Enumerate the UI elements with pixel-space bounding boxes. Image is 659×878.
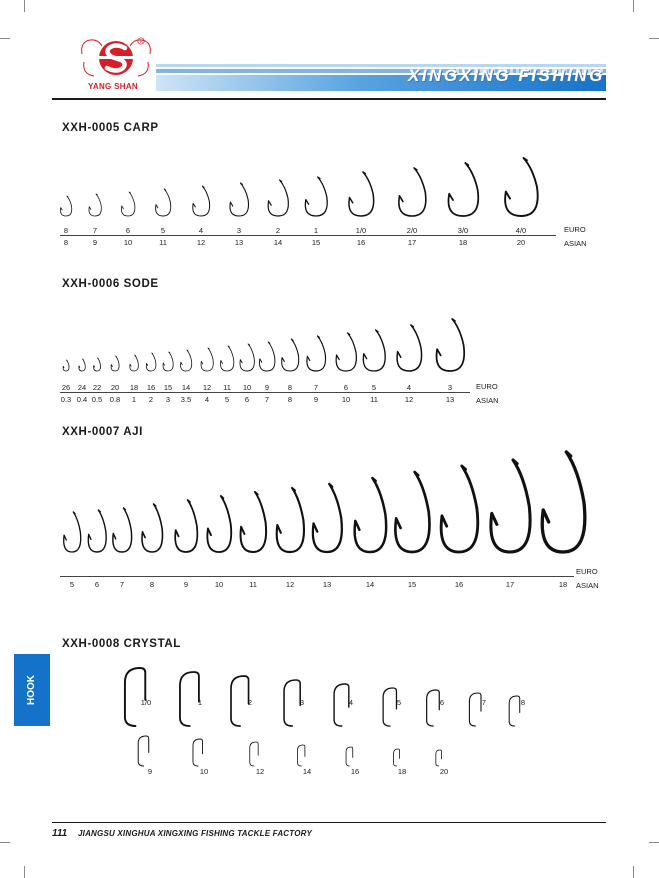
crystal-hook [334,684,349,726]
sode-euro-size: 5 [371,383,377,392]
sode-asian-size: 10 [341,395,351,404]
aji-hook [88,510,106,552]
aji-asian-label: ASIAN [576,581,599,590]
carp-hook [61,196,72,216]
carp-euro-size: 2/0 [406,226,418,235]
sode-asian-label: ASIAN [476,396,499,405]
aji-hook [64,512,81,552]
sode-asian-size: 2 [148,395,154,404]
carp-euro-label: EURO [564,225,586,234]
sode-hook [221,346,234,371]
crystal-hook [231,676,249,726]
sode-hook [146,353,156,371]
aji-hook [355,478,387,552]
sode-asian-size: 8 [287,395,293,404]
crystal-bottom-size: 12 [255,767,265,776]
section-title-carp: XXH-0005 CARP [62,122,159,134]
sode-hook [240,344,254,371]
crystal-top-size: 8 [520,698,526,707]
carp-asian-label: ASIAN [564,239,587,248]
svg-text:R: R [139,39,143,44]
sode-hook [201,348,213,371]
crystal-top-size: 2 [247,698,253,707]
sode-asian-size: 6 [244,395,250,404]
sode-asian-size: 7 [264,395,270,404]
crystal-hook [509,696,520,726]
crystal-hook [180,672,199,726]
sode-euro-size: 3 [447,383,453,392]
sode-euro-size: 20 [110,383,120,392]
sode-euro-size: 11 [223,383,231,392]
crystal-hook [469,693,481,726]
sode-asian-size: 9 [313,395,319,404]
sode-hook [282,339,299,371]
crystal-top-size: 1 [197,698,203,707]
carp-row-separator [60,235,556,236]
aji-asian-size: 15 [407,580,417,589]
aji-asian-size: 5 [69,580,75,589]
sode-euro-size: 10 [242,383,252,392]
aji-asian-size: 14 [365,580,375,589]
carp-hook [399,168,426,216]
sode-hook [307,336,326,371]
crystal-hook [193,739,202,766]
side-tab-label: HOOK [26,675,37,705]
aji-hook [241,492,267,552]
sode-euro-size: 18 [129,383,139,392]
sode-euro-label: EURO [476,382,498,391]
carp-hook [193,186,210,216]
carp-hook [89,194,101,216]
carp-euro-size: 3 [236,226,242,235]
carp-asian-size: 8 [63,238,69,247]
sode-euro-size: 4 [406,383,412,392]
sode-hook [436,319,464,371]
sode-hook [259,342,274,371]
carp-asian-size: 13 [234,238,244,247]
crystal-hook [284,680,300,726]
sode-euro-size: 24 [77,383,87,392]
sode-euro-size: 22 [92,383,102,392]
carp-euro-size: 2 [275,226,281,235]
carp-hook [121,192,134,216]
sode-euro-size: 14 [181,383,191,392]
aji-asian-size: 6 [94,580,100,589]
aji-euro-label: EURO [576,567,598,576]
sode-euro-size: 12 [202,383,212,392]
carp-euro-size: 4 [198,226,204,235]
crystal-hook [298,745,305,766]
aji-hook [175,500,197,552]
carp-asian-size: 20 [516,238,526,247]
aji-asian-size: 18 [558,580,568,589]
sode-hook [111,356,119,371]
crystal-top-size: 4 [348,698,354,707]
sode-asian-size: 3 [165,395,171,404]
sode-asian-size: 13 [445,395,455,404]
carp-euro-size: 1/0 [355,226,367,235]
crystal-bottom-size: 14 [302,767,312,776]
brand-title: XINGXING FISHING [408,66,605,85]
sode-euro-size: 15 [163,383,173,392]
carp-asian-size: 14 [273,238,283,247]
sode-hook [163,352,173,371]
carp-asian-size: 16 [356,238,366,247]
carp-euro-size: 3/0 [457,226,469,235]
aji-asian-size: 12 [285,580,295,589]
sode-hook [363,330,385,371]
aji-asian-size: 11 [249,580,257,589]
crystal-top-size: 1/0 [140,698,152,707]
aji-hook [491,460,530,552]
section-title-aji: XXH-0007 AJI [62,426,143,438]
sode-euro-size: 7 [313,383,319,392]
carp-euro-size: 5 [160,226,166,235]
sode-row-separator [60,392,470,393]
sode-hook [397,325,422,371]
sode-asian-size: 3.5 [180,395,192,404]
crystal-bottom-size: 20 [439,767,449,776]
aji-asian-size: 9 [183,580,189,589]
carp-hook [305,177,327,216]
logo-text: YANG SHAN [88,82,138,91]
aji-hook [542,452,585,552]
carp-hook [505,158,538,216]
carp-euro-size: 8 [63,226,69,235]
carp-euro-size: 1 [313,226,319,235]
sode-asian-size: 0.5 [91,395,103,404]
aji-hook [207,496,231,552]
carp-euro-size: 7 [92,226,98,235]
sode-asian-size: 1 [131,395,137,404]
aji-asian-size: 7 [119,580,125,589]
carp-hook [448,163,478,216]
sode-asian-size: 0.4 [76,395,88,404]
sode-hook [79,359,85,371]
carp-hook [268,180,288,216]
carp-asian-size: 10 [123,238,133,247]
carp-asian-size: 15 [311,238,321,247]
carp-hook [230,183,249,216]
sode-asian-size: 0.3 [60,395,72,404]
sode-euro-size: 16 [146,383,156,392]
crystal-bottom-size: 16 [350,767,360,776]
aji-asian-size: 16 [454,580,464,589]
carp-asian-size: 18 [458,238,468,247]
aji-hook [313,484,342,552]
sode-euro-size: 26 [61,383,71,392]
footer-company: JIANGSU XINGHUA XINGXING FISHING TACKLE FACTORY [78,829,313,838]
crystal-top-size: 6 [439,698,445,707]
section-title-crystal: XXH-0008 CRYSTAL [62,638,181,650]
crystal-hook [427,690,440,726]
sode-asian-size: 11 [370,395,378,404]
crystal-hook [436,750,442,766]
aji-hook [142,504,162,552]
aji-hook [441,466,478,552]
footer-rule [52,822,606,823]
sode-euro-size: 8 [287,383,293,392]
carp-asian-size: 12 [196,238,206,247]
sode-asian-size: 12 [404,395,414,404]
crystal-top-size: 5 [396,698,402,707]
aji-hook [395,472,429,552]
carp-asian-size: 11 [159,238,167,247]
aji-hook [277,488,304,552]
crystal-top-size: 7 [481,698,487,707]
sode-hook [336,333,356,371]
crystal-bottom-size: 18 [397,767,407,776]
crystal-hook [394,749,400,766]
aji-asian-size: 8 [149,580,155,589]
sode-asian-size: 0.8 [109,395,121,404]
sode-hook [94,358,101,371]
aji-asian-size: 10 [214,580,224,589]
carp-hook [349,172,374,216]
carp-euro-size: 6 [125,226,131,235]
side-tab-hook [14,654,50,726]
carp-asian-size: 9 [92,238,98,247]
sode-asian-size: 4 [204,395,210,404]
sode-hook [130,355,139,371]
section-title-sode: XXH-0006 SODE [62,278,159,290]
sode-euro-size: 6 [343,383,349,392]
aji-asian-size: 13 [322,580,332,589]
crystal-hook [138,736,149,766]
crystal-hook [346,747,353,766]
page-number: 111 [52,828,68,839]
crystal-hook [125,668,145,726]
aji-hook [113,508,132,552]
sode-euro-size: 9 [264,383,270,392]
carp-hook [156,189,171,216]
aji-asian-size: 17 [505,580,515,589]
crystal-bottom-size: 9 [147,767,153,776]
crystal-hook [250,742,258,766]
crystal-top-size: 3 [299,698,305,707]
crystal-hook [383,688,396,726]
carp-euro-size: 4/0 [515,226,527,235]
aji-row-separator [60,576,574,577]
carp-asian-size: 17 [407,238,417,247]
sode-asian-size: 5 [224,395,230,404]
sode-hook [63,360,69,371]
crystal-bottom-size: 10 [199,767,209,776]
sode-hook [181,350,192,371]
